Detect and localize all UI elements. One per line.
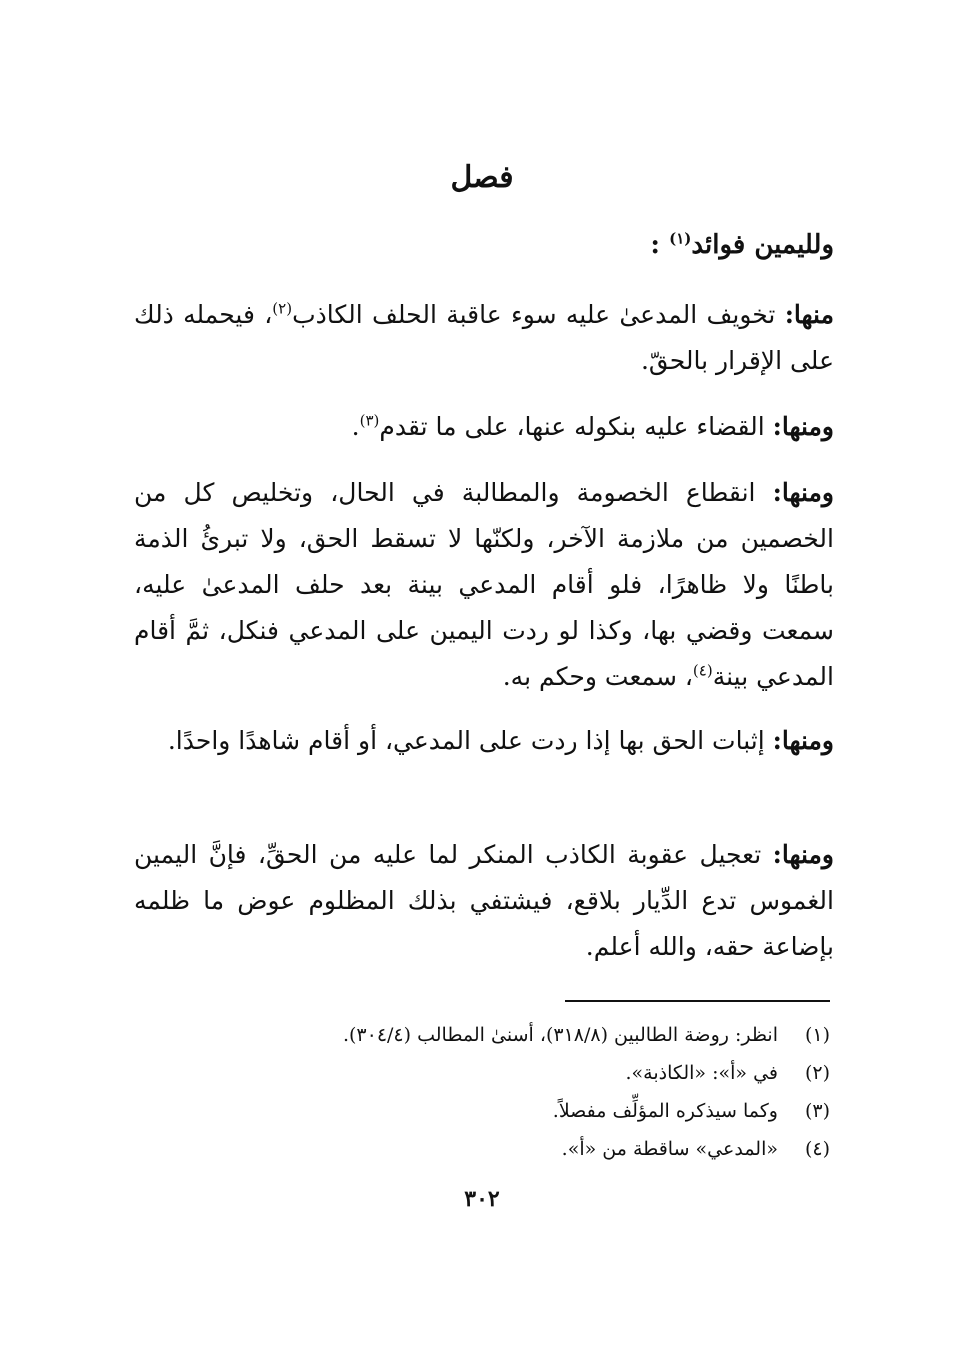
paragraph-text: تعجيل عقوبة الكاذب المنكر لما عليه من الحقِّ، فإنَّ اليمين الغموس تدع الدِّيار بلاقع، فيشتفي بذلك المظلوم عوض ما ظلمه بإضاعة حقه، والله أعلم. [134, 840, 834, 961]
footnote-item [210, 1092, 830, 1130]
paragraph-text: القضاء عليه بنكوله عنها، على ما تقدم [379, 412, 765, 441]
paragraph [134, 718, 834, 764]
footnote-item [210, 1130, 830, 1168]
footnote-number: (٢) [804, 1062, 830, 1084]
paragraph-text: انقطاع الخصومة والمطالبة في الحال، وتخليص كل من الخصمين من ملازمة الآخر، ولكنّها لا تسقط الحق، ولا تبرئُ الذمة باطنًا ولا ظاهرًا، فلو أقام المدعي بينة بعد حلف المدعىٰ عليه، سمعت وقضي بها، وكذا لو ردت اليمين على المدعي فنكل، ثمَّ أقام المدعي بينة [134, 478, 834, 691]
paragraph-text: ، فيحمله ذلك على الإقرار بالحقّ. [134, 300, 834, 375]
footnote-number: (١) [804, 1024, 830, 1046]
footnote-ref: (٤) [692, 661, 713, 680]
section-heading: فصل [450, 160, 514, 195]
footnote-item [210, 1016, 830, 1054]
footnote-ref: (١) [669, 229, 692, 248]
paragraph [134, 470, 834, 700]
paragraph-lead: ومنها: [772, 412, 834, 441]
footnote-number: (٣) [804, 1100, 830, 1122]
footnotes-list [210, 1016, 830, 1168]
paragraph-text: ، سمعت وحكم به. [502, 662, 693, 691]
paragraph-lead: منها: [784, 300, 834, 329]
paragraph-text: . [351, 412, 360, 441]
paragraph [134, 404, 834, 450]
paragraph [134, 292, 834, 384]
intro-colon: : [650, 230, 661, 260]
footnote-text: في «أ»: «الكاذبة». [625, 1062, 778, 1084]
intro-line [134, 222, 834, 268]
paragraph-text: إثبات الحق بها إذا ردت على المدعي، أو أقام شاهدًا واحدًا. [167, 726, 765, 755]
paragraph-text: تخويف المدعىٰ عليه سوء عاقبة الحلف الكاذب [292, 300, 776, 329]
footnote-text: وكما سيذكره المؤلِّف مفصلاً. [552, 1100, 778, 1122]
footnote-item [210, 1054, 830, 1092]
paragraph-lead: ومنها: [772, 840, 834, 869]
paragraph-lead: ومنها: [772, 726, 834, 755]
paragraph-lead: ومنها: [772, 478, 834, 507]
footnote-number: (٤) [804, 1138, 830, 1160]
page-number: ٣٠٢ [464, 1186, 500, 1212]
footnote-ref: (٢) [272, 299, 293, 318]
footnote-text: «المدعي» ساقطة من «أ». [561, 1138, 778, 1160]
footnote-text: انظر: روضة الطالبين (٣١٨/٨)، أسنىٰ المطالب (٣٠٤/٤). [342, 1024, 778, 1046]
footnote-separator [565, 1000, 830, 1002]
paragraph [134, 832, 834, 970]
intro-text: ولليمين فوائد [691, 230, 834, 260]
footnote-ref: (٣) [359, 411, 380, 430]
